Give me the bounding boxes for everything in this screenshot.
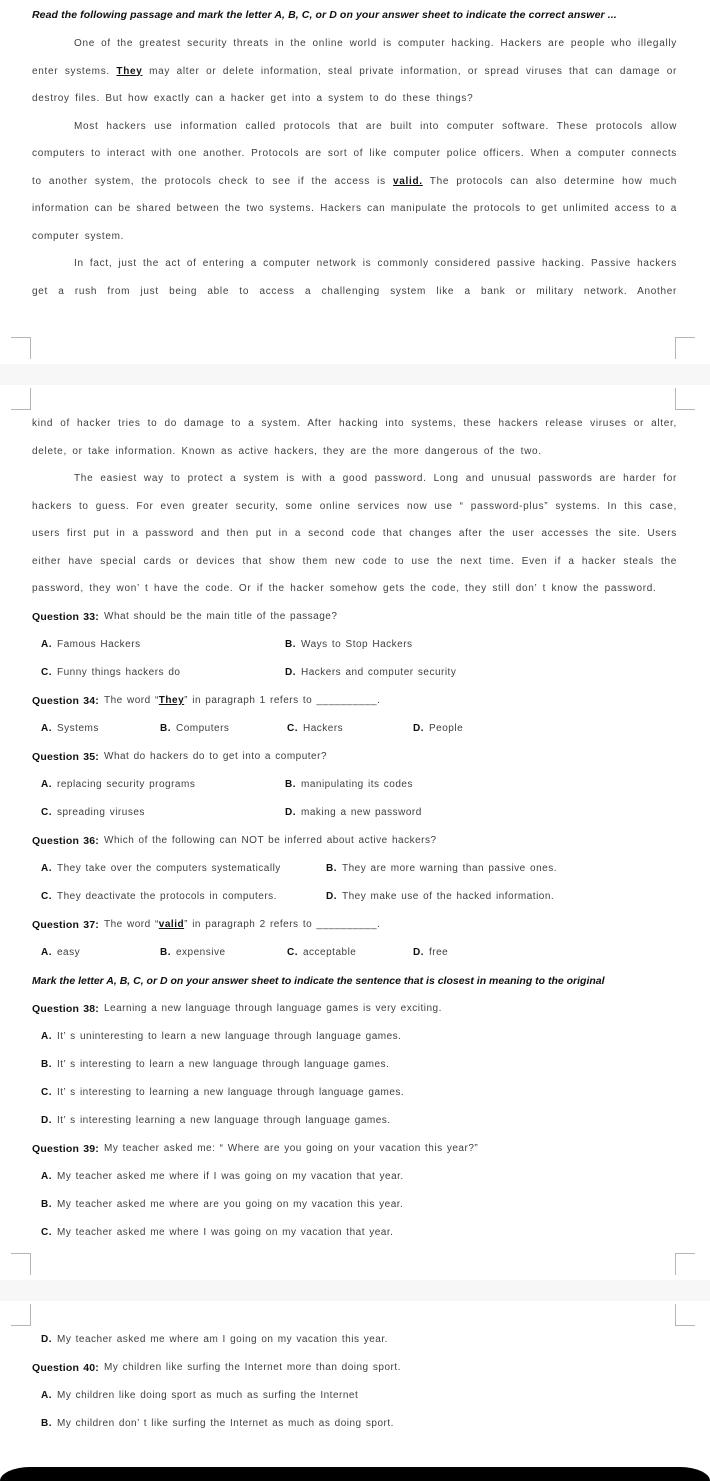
- option-text: My children like doing sport as much as surfing the Internet: [57, 1390, 359, 1401]
- option-text: easy: [57, 947, 81, 958]
- question-text: What do hackers do to get into a computer?: [104, 751, 327, 762]
- passage-paragraph-3-part-1: [32, 250, 677, 305]
- question-40-option-a: [32, 1382, 677, 1410]
- option-letter: D.: [41, 1115, 52, 1126]
- question-34: [32, 687, 677, 743]
- question-text: My teacher asked me: “ Where are you going on your vacation this year?”: [104, 1143, 479, 1154]
- closest-meaning-instruction: [32, 967, 677, 995]
- option-letter: B.: [160, 947, 171, 958]
- question-35-options-cd: [32, 799, 677, 827]
- passage-text: may alter or delete information, steal private information, or spread viruses that can damage or destroy files. But how exactly can a hacker get into a system to do these things?: [32, 65, 677, 104]
- question-34-options: [32, 715, 677, 743]
- option-c: [41, 667, 285, 678]
- question-text: ” in paragraph 2 refers to __________.: [184, 919, 381, 930]
- question-39-option-a: [32, 1163, 677, 1191]
- question-37-line: [32, 911, 677, 939]
- option-a: [41, 1171, 404, 1182]
- quoted-word-valid: valid: [158, 919, 185, 930]
- passage-text: One of the greatest security threats in the online world is computer hacking. Hackers are people who illegally enter systems.: [32, 38, 677, 77]
- question-text: Learning a new language through language games is very exciting.: [104, 1003, 442, 1014]
- option-d: [41, 1334, 388, 1345]
- passage-text: The easiest way to protect a system is with a good password. Long and unusual passwords are harder for hackers to guess. For even greater security, some online services now use “ password-plus” systems. In this case, users first put in a password and then put in a second code that changes after the user accesses the site. Users either have special cards or devices that show them new code to use the next time. Even if a hacker steals the password, they won’ t have the code. Or if the hacker somehow gets the code, they still don’ t know the password.: [32, 473, 677, 594]
- passage-paragraph-2: [32, 113, 677, 251]
- passage-paragraph-4: [32, 465, 677, 603]
- question-38-option-b: [32, 1051, 677, 1079]
- passage-text: The protocols can also determine how much information can be shared between the two systems. Hackers can manipulate the protocols to get unlimited access to a computer system.: [32, 175, 677, 242]
- option-text: Computers: [176, 723, 230, 734]
- question-38-option-a: [32, 1023, 677, 1051]
- question-35-options-ab: [32, 771, 677, 799]
- option-text: It’ s interesting learning a new language through language games.: [57, 1115, 391, 1126]
- question-label: Question 36:: [32, 834, 99, 847]
- option-a: [41, 1390, 358, 1401]
- option-text: replacing security programs: [57, 779, 196, 790]
- option-b: [326, 863, 557, 874]
- page-corner-mark: [675, 1253, 695, 1275]
- page-bottom-corner-marks: [0, 1253, 710, 1275]
- page-corner-mark: [675, 337, 695, 359]
- page-break-2: [0, 1253, 710, 1326]
- question-39-option-b: [32, 1191, 677, 1219]
- page-2-content: [0, 410, 710, 1247]
- option-letter: C.: [287, 723, 298, 734]
- option-letter: A.: [41, 779, 52, 790]
- question-37-options: [32, 939, 677, 967]
- question-36: [32, 827, 677, 911]
- option-b: [41, 1418, 394, 1429]
- option-letter: D.: [413, 947, 424, 958]
- option-letter: B.: [41, 1199, 52, 1210]
- question-label: Question 38:: [32, 1002, 99, 1015]
- question-label: Question 35:: [32, 750, 99, 763]
- option-text: Systems: [57, 723, 99, 734]
- question-label: Question 37:: [32, 918, 99, 931]
- page-top-corner-marks: [0, 388, 710, 410]
- option-d: [285, 807, 422, 818]
- question-39: [32, 1135, 677, 1247]
- option-a: [41, 947, 160, 958]
- question-text: Which of the following can NOT be inferred about active hackers?: [104, 835, 437, 846]
- question-39-option-c: [32, 1219, 677, 1247]
- option-c: [41, 891, 326, 902]
- page-1-content: [0, 0, 710, 305]
- question-label: Question 33:: [32, 610, 99, 623]
- option-letter: D.: [326, 891, 337, 902]
- option-b: [285, 639, 413, 650]
- highlighted-word-they: They: [116, 65, 143, 77]
- page-corner-mark: [11, 337, 31, 359]
- page-corner-mark: [675, 1304, 695, 1326]
- question-text: The word “: [104, 695, 159, 706]
- question-34-line: [32, 687, 677, 715]
- option-letter: C.: [41, 891, 52, 902]
- question-36-options-cd: [32, 883, 677, 911]
- option-text: acceptable: [303, 947, 357, 958]
- option-a: [41, 639, 285, 650]
- option-text: free: [429, 947, 449, 958]
- option-a: [41, 723, 160, 734]
- question-label: Question 34:: [32, 694, 99, 707]
- passage-text: In fact, just the act of entering a computer network is commonly considered passive hacking. Passive hackers get a rush from just being able to access a challenging system like a bank or military network. Another: [32, 258, 677, 297]
- question-label: Question 40:: [32, 1361, 99, 1374]
- question-33-options-cd: [32, 659, 677, 687]
- option-text: Hackers and computer security: [301, 667, 457, 678]
- passage-text: Most hackers use information called protocols that are built into computer software. These protocols allow computers to interact with one another. Protocols are sort of like computer police officers. When a computer connects to another system, the protocols check to see if the access is: [32, 120, 677, 187]
- question-38: [32, 995, 677, 1135]
- page-gap: [0, 364, 710, 385]
- question-36-options-ab: [32, 855, 677, 883]
- page-3-content: [0, 1326, 710, 1438]
- page-corner-mark: [11, 1253, 31, 1275]
- question-38-option-c: [32, 1079, 677, 1107]
- question-37: [32, 911, 677, 967]
- option-text: They make use of the hacked information.: [342, 891, 555, 902]
- option-text: They take over the computers systematically: [57, 863, 281, 874]
- option-letter: C.: [41, 1227, 52, 1238]
- closest-meaning-instruction-text: Mark the letter A, B, C, or D on your answer sheet to indicate the sentence that is closest in meaning to the original: [32, 974, 605, 987]
- option-letter: D.: [285, 667, 296, 678]
- reading-instruction-text: Read the following passage and mark the letter A, B, C, or D on your answer sheet to indicate the correct answer ...: [32, 9, 617, 21]
- quoted-word-they: They: [158, 695, 185, 706]
- option-text: It’ s interesting to learning a new language through language games.: [57, 1087, 405, 1098]
- question-35-line: [32, 743, 677, 771]
- highlighted-word-valid: valid.: [393, 175, 423, 187]
- page-corner-mark: [11, 1304, 31, 1326]
- option-text: expensive: [176, 947, 226, 958]
- option-letter: C.: [287, 947, 298, 958]
- option-text: They deactivate the protocols in computers.: [57, 891, 277, 902]
- option-b: [285, 779, 413, 790]
- question-40-option-b: [32, 1410, 677, 1438]
- option-text: manipulating its codes: [301, 779, 413, 790]
- question-40: [32, 1354, 677, 1438]
- reading-instruction: [32, 0, 677, 30]
- question-text: My children like surfing the Internet more than doing sport.: [104, 1362, 401, 1373]
- option-d: [41, 1115, 391, 1126]
- option-letter: C.: [41, 667, 52, 678]
- bottom-rounded-bar: [0, 1467, 710, 1481]
- option-letter: B.: [160, 723, 171, 734]
- option-text: Funny things hackers do: [57, 667, 181, 678]
- question-text: ” in paragraph 1 refers to __________.: [184, 695, 381, 706]
- question-39-option-d: [32, 1326, 677, 1354]
- option-letter: B.: [285, 779, 296, 790]
- question-39-line: [32, 1135, 677, 1163]
- option-letter: A.: [41, 1031, 52, 1042]
- question-35: [32, 743, 677, 827]
- option-d: [413, 947, 448, 958]
- option-text: They are more warning than passive ones.: [342, 863, 557, 874]
- question-33-line: [32, 603, 677, 631]
- question-38-line: [32, 995, 677, 1023]
- option-text: My teacher asked me where I was going on my vacation that year.: [57, 1227, 394, 1238]
- question-33: [32, 603, 677, 687]
- option-d: [326, 891, 554, 902]
- option-text: It’ s uninteresting to learn a new language through language games.: [57, 1031, 402, 1042]
- question-36-line: [32, 827, 677, 855]
- option-c: [41, 1087, 404, 1098]
- question-40-line: [32, 1354, 677, 1382]
- page-top-corner-marks: [0, 1304, 710, 1326]
- option-letter: A.: [41, 947, 52, 958]
- option-letter: B.: [41, 1418, 52, 1429]
- option-text: Ways to Stop Hackers: [301, 639, 413, 650]
- option-letter: B.: [326, 863, 337, 874]
- option-letter: B.: [285, 639, 296, 650]
- page-gap: [0, 1280, 710, 1301]
- page-bottom-corner-marks: [0, 337, 710, 359]
- page-break-1: [0, 337, 710, 410]
- option-a: [41, 779, 285, 790]
- option-d: [285, 667, 456, 678]
- option-text: My teacher asked me where if I was going on my vacation that year.: [57, 1171, 404, 1182]
- option-letter: D.: [41, 1334, 52, 1345]
- option-letter: A.: [41, 1171, 52, 1182]
- option-text: My teacher asked me where am I going on my vacation this year.: [57, 1334, 388, 1345]
- option-text: making a new password: [301, 807, 422, 818]
- option-text: Famous Hackers: [57, 639, 141, 650]
- option-text: Hackers: [303, 723, 344, 734]
- option-text: It’ s interesting to learn a new language through language games.: [57, 1059, 390, 1070]
- option-b: [41, 1059, 389, 1070]
- option-letter: A.: [41, 1390, 52, 1401]
- passage-paragraph-3-part-2: [32, 410, 677, 465]
- option-letter: C.: [41, 1087, 52, 1098]
- question-label: Question 39:: [32, 1142, 99, 1155]
- option-text: My teacher asked me where are you going on my vacation this year.: [57, 1199, 404, 1210]
- option-b: [41, 1199, 403, 1210]
- option-d: [413, 723, 463, 734]
- option-c: [41, 807, 285, 818]
- option-c: [41, 1227, 393, 1238]
- option-a: [41, 863, 326, 874]
- option-letter: D.: [413, 723, 424, 734]
- option-letter: A.: [41, 863, 52, 874]
- passage-text: kind of hacker tries to do damage to a system. After hacking into systems, these hackers release viruses or alter, delete, or take information. Known as active hackers, they are the more dangerous of the two.: [32, 418, 677, 457]
- passage-paragraph-1: [32, 30, 677, 113]
- option-text: People: [429, 723, 464, 734]
- page-corner-mark: [11, 388, 31, 410]
- option-letter: C.: [41, 807, 52, 818]
- option-b: [160, 723, 287, 734]
- option-text: spreading viruses: [57, 807, 145, 818]
- question-text: What should be the main title of the passage?: [104, 611, 338, 622]
- option-letter: A.: [41, 639, 52, 650]
- option-b: [160, 947, 287, 958]
- question-33-options-ab: [32, 631, 677, 659]
- option-letter: B.: [41, 1059, 52, 1070]
- option-a: [41, 1031, 401, 1042]
- option-letter: A.: [41, 723, 52, 734]
- question-text: The word “: [104, 919, 159, 930]
- page-corner-mark: [675, 388, 695, 410]
- option-c: [287, 947, 413, 958]
- option-text: My children don’ t like surfing the Internet as much as doing sport.: [57, 1418, 394, 1429]
- question-38-option-d: [32, 1107, 677, 1135]
- option-letter: D.: [285, 807, 296, 818]
- option-c: [287, 723, 413, 734]
